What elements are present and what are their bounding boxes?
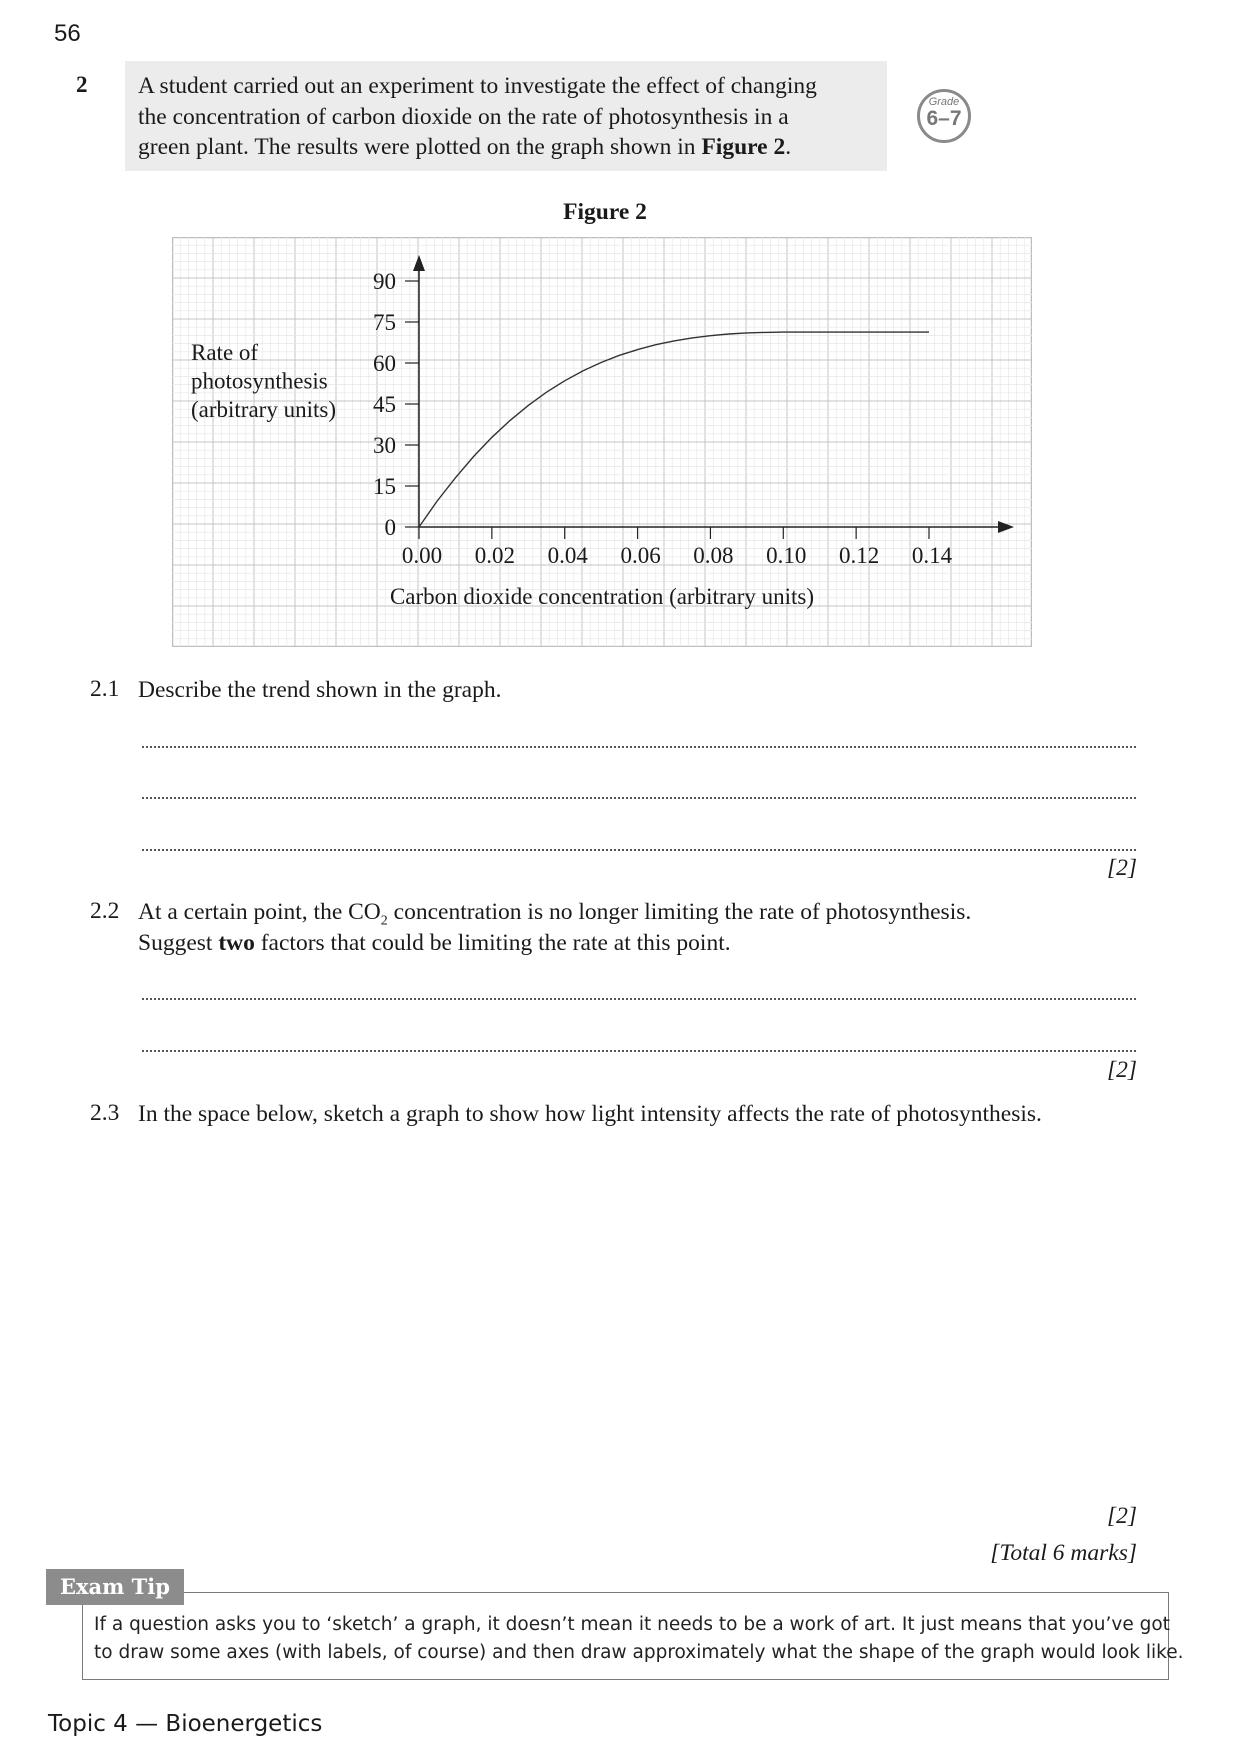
intro-end-punct: . <box>785 134 792 160</box>
rate-of-photosynthesis-chart <box>172 237 1032 647</box>
question-2-3-number: 2.3 <box>90 1100 120 1126</box>
grade-badge <box>917 89 971 143</box>
y-axis-label-line: Rate of <box>191 340 259 365</box>
answer-line[interactable] <box>142 1050 1136 1052</box>
figure-title: Figure 2 <box>563 199 647 225</box>
exam-tip-title: Exam Tip <box>46 1569 184 1605</box>
answer-line[interactable] <box>142 797 1136 799</box>
question-2-3-text: In the space below, sketch a graph to show how light intensity affects the rate of photosynthesis. <box>138 1101 1042 1127</box>
q22-line1-post: concentration is no longer limiting the rate of photosynthesis. <box>387 899 972 925</box>
sketch-area[interactable] <box>138 1140 1138 1500</box>
grade-label: Grade <box>928 96 960 108</box>
question-2-1-marks: [2] <box>1106 855 1137 881</box>
y-tick-label: 30 <box>373 433 396 458</box>
q22-line1-pre: At a certain point, the CO <box>138 899 381 925</box>
x-tick-label: 0.10 <box>766 543 807 568</box>
x-tick-label: 0.12 <box>839 543 880 568</box>
exam-tip-line: to draw some axes (with labels, of course) and then draw approximately what the shape of the graph would look like. <box>94 1642 1184 1663</box>
question-2-2-number: 2.2 <box>90 898 120 924</box>
question-number: 2 <box>76 72 88 97</box>
grade-range: 6–7 <box>926 107 962 130</box>
figure-reference: Figure 2 <box>701 134 786 160</box>
intro-line: A student carried out an experiment to investigate the effect of changing <box>138 73 817 99</box>
answer-line[interactable] <box>142 849 1136 851</box>
q22-line2-pre: Suggest <box>138 930 219 956</box>
page-number: 56 <box>54 20 81 47</box>
q22-subscript: 2 <box>380 913 388 929</box>
y-tick-label: 90 <box>373 269 396 294</box>
q22-bold-word: two <box>218 930 255 956</box>
y-tick-label: 60 <box>373 351 396 376</box>
question-intro <box>125 61 887 171</box>
y-tick-label: 45 <box>373 392 396 417</box>
x-tick-label: 0.02 <box>474 543 515 568</box>
x-tick-label: 0.14 <box>911 543 953 568</box>
exam-tip-box <box>82 1592 1184 1680</box>
question-2-3-marks: [2] <box>1106 1503 1137 1529</box>
x-tick-label: 0.00 <box>401 543 443 568</box>
q22-line2-post: factors that could be limiting the rate at this point. <box>254 930 731 956</box>
y-axis-label-line: (arbitrary units) <box>191 397 336 422</box>
question-2-1-number: 2.1 <box>90 676 120 702</box>
total-marks: [Total 6 marks] <box>990 1540 1137 1566</box>
question-2-1-text: Describe the trend shown in the graph. <box>138 677 502 703</box>
x-axis-label: Carbon dioxide concentration (arbitrary units) <box>389 584 815 609</box>
y-tick-label: 0 <box>384 515 396 540</box>
answer-line[interactable] <box>142 998 1136 1000</box>
y-tick-label: 15 <box>373 474 396 499</box>
intro-line <box>138 132 873 163</box>
x-tick-label: 0.08 <box>693 543 734 568</box>
footer-topic: Topic 4 — Bioenergetics <box>48 1711 323 1737</box>
y-axis-label-line: photosynthesis <box>191 368 328 394</box>
intro-line: the concentration of carbon dioxide on the rate of photosynthesis in a <box>138 103 789 130</box>
x-tick-label: 0.06 <box>620 543 661 568</box>
question-2-2-line-2 <box>138 928 731 959</box>
exam-tip-line: If a question asks you to ‘sketch’ a graph, it doesn’t mean it needs to be a work of art. It just means that you’ve got <box>94 1614 1170 1635</box>
question-2-2-marks: [2] <box>1106 1057 1137 1083</box>
y-tick-label: 75 <box>373 310 396 335</box>
intro-line-text: green plant. The results were plotted on the graph shown in <box>138 134 702 160</box>
answer-line[interactable] <box>142 746 1136 748</box>
x-tick-label: 0.04 <box>547 543 588 568</box>
